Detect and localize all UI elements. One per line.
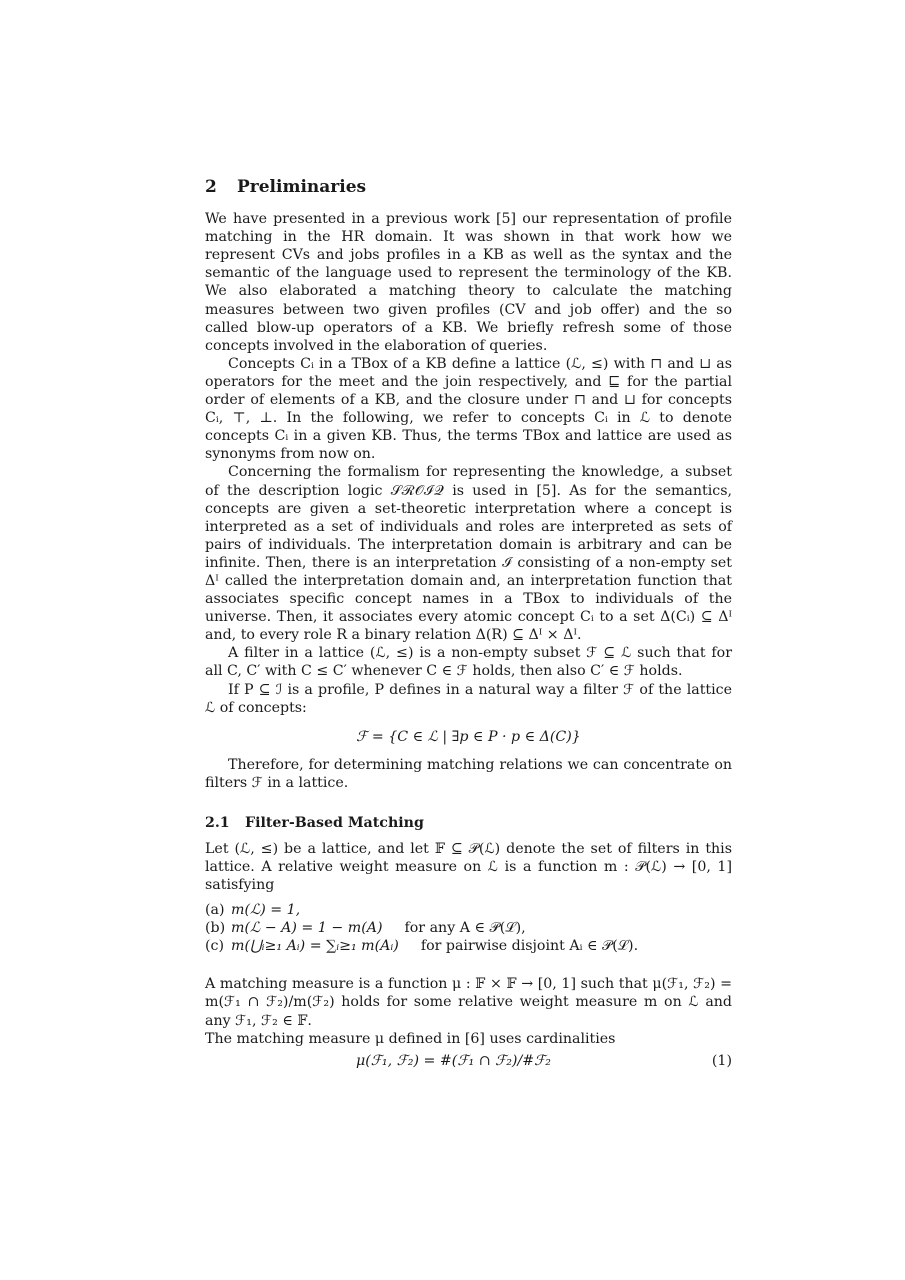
paragraph-formalism: Concerning the formalism for representing the knowledge, a subset of the description logic 𝒮ℛ𝒪ℐ𝒬 is used in [5]. As for the semantics, concepts are given a set-theoretic interpretation where a concept is interpreted as a set of individuals and roles are interpreted as sets of pairs of individuals. The interpretation domain is arbitrary and can be infinite. Then, there is an interpretation ℐ consisting of a non-empty set Δᴵ called the interpretation domain and, an interpretation function that associates specific concept names in a TBox to individuals of the universe. Then, it associates every atomic concept Cᵢ to a set Δ(Cᵢ) ⊆ Δᴵ and, to every role R a binary relation Δ(R) ⊆ Δᴵ × Δᴵ. — [205, 464, 732, 644]
condition-math: m(ℒ − A) = 1 − m(A) — [231, 920, 383, 937]
paragraph-filters-conclusion: Therefore, for determining matching relations we can concentrate on filters ℱ in a lattice. — [205, 756, 732, 791]
display-equation-filter: ℱ = {C ∈ ℒ | ∃p ∈ P · p ∈ Δ(C)} — [356, 728, 581, 745]
paragraph-intro: We have presented in a previous work [5] our representation of profile matching in the HR domain. It was shown in that work how we represent CVs and jobs profiles in a KB as well as the syntax and the semantic of the language used to represent the terminology of the KB. We also elaborated a matching theory to calculate the matching measures between two given profiles (CV and job offer) and the so called blow-up operators of a KB. We briefly refresh some of those concepts involved in the elaboration of queries. — [205, 211, 732, 354]
condition-label: (b) — [205, 920, 226, 937]
subsection-heading — [205, 814, 732, 832]
condition-text: for pairwise disjoint Aᵢ ∈ 𝒫(ℒ). — [420, 938, 639, 955]
section-title: Preliminaries — [237, 177, 367, 197]
numbered-equation — [205, 1052, 732, 1070]
condition-item — [205, 901, 732, 919]
paragraph-profile: If P ⊆ ℐ is a profile, P defines in a natural way a filter ℱ of the lattice ℒ of concepts: — [205, 681, 732, 716]
paper-page — [205, 170, 732, 1070]
paragraph-weight-measure: Let (ℒ, ≤) be a lattice, and let 𝔽 ⊆ 𝒫(ℒ) denote the set of filters in this lattice. A relative weight measure on ℒ is a function m : 𝒫(ℒ) → [0, 1] satisfying — [205, 841, 732, 894]
section-heading — [205, 178, 732, 196]
condition-list — [205, 901, 732, 967]
paragraph-filter-definition: A filter in a lattice (ℒ, ≤) is a non-empty subset ℱ ⊆ ℒ such that for all C, C′ with C ≤ C′ whenever C ∈ ℱ holds, then also C′ ∈ ℱ holds. — [205, 645, 732, 680]
paragraph-matching-measure: A matching measure is a function μ : 𝔽 × 𝔽 → [0, 1] such that μ(ℱ₁, ℱ₂) = m(ℱ₁ ∩ ℱ₂)/m(ℱ₂) holds for some relative weight measure m on ℒ and any ℱ₁, ℱ₂ ∈ 𝔽. — [205, 976, 732, 1029]
condition-label: (a) — [205, 902, 225, 919]
paragraph-lattice: Concepts Cᵢ in a TBox of a KB define a lattice (ℒ, ≤) with ⊓ and ⊔ as operators for the meet and the join respectively, and ⊑ for the partial order of elements of a KB, and the closure under ⊓ and ⊔ for concepts Cᵢ, ⊤, ⊥. In the following, we refer to concepts Cᵢ in ℒ to denote concepts Cᵢ in a given KB. Thus, the terms TBox and lattice are used as synonyms from now on. — [205, 355, 732, 463]
paragraph-cardinalities: The matching measure μ defined in [6] uses cardinalities — [205, 1030, 616, 1047]
condition-item — [205, 919, 732, 937]
condition-math: m(⋃ᵢ≥₁ Aᵢ) = ∑ᵢ≥₁ m(Aᵢ) — [231, 938, 399, 955]
condition-label: (c) — [205, 938, 225, 955]
section-number: 2 — [205, 177, 217, 197]
condition-text: for any A ∈ 𝒫(ℒ), — [404, 920, 526, 937]
equation-expression: μ(ℱ₁, ℱ₂) = #(ℱ₁ ∩ ℱ₂)/#ℱ₂ — [356, 1052, 551, 1069]
subsection-title: Filter-Based Matching — [245, 815, 424, 831]
equation-number: (1) — [711, 1052, 732, 1069]
condition-math: m(ℒ) = 1, — [231, 902, 301, 919]
condition-item — [205, 937, 732, 967]
subsection-number: 2.1 — [205, 815, 230, 831]
